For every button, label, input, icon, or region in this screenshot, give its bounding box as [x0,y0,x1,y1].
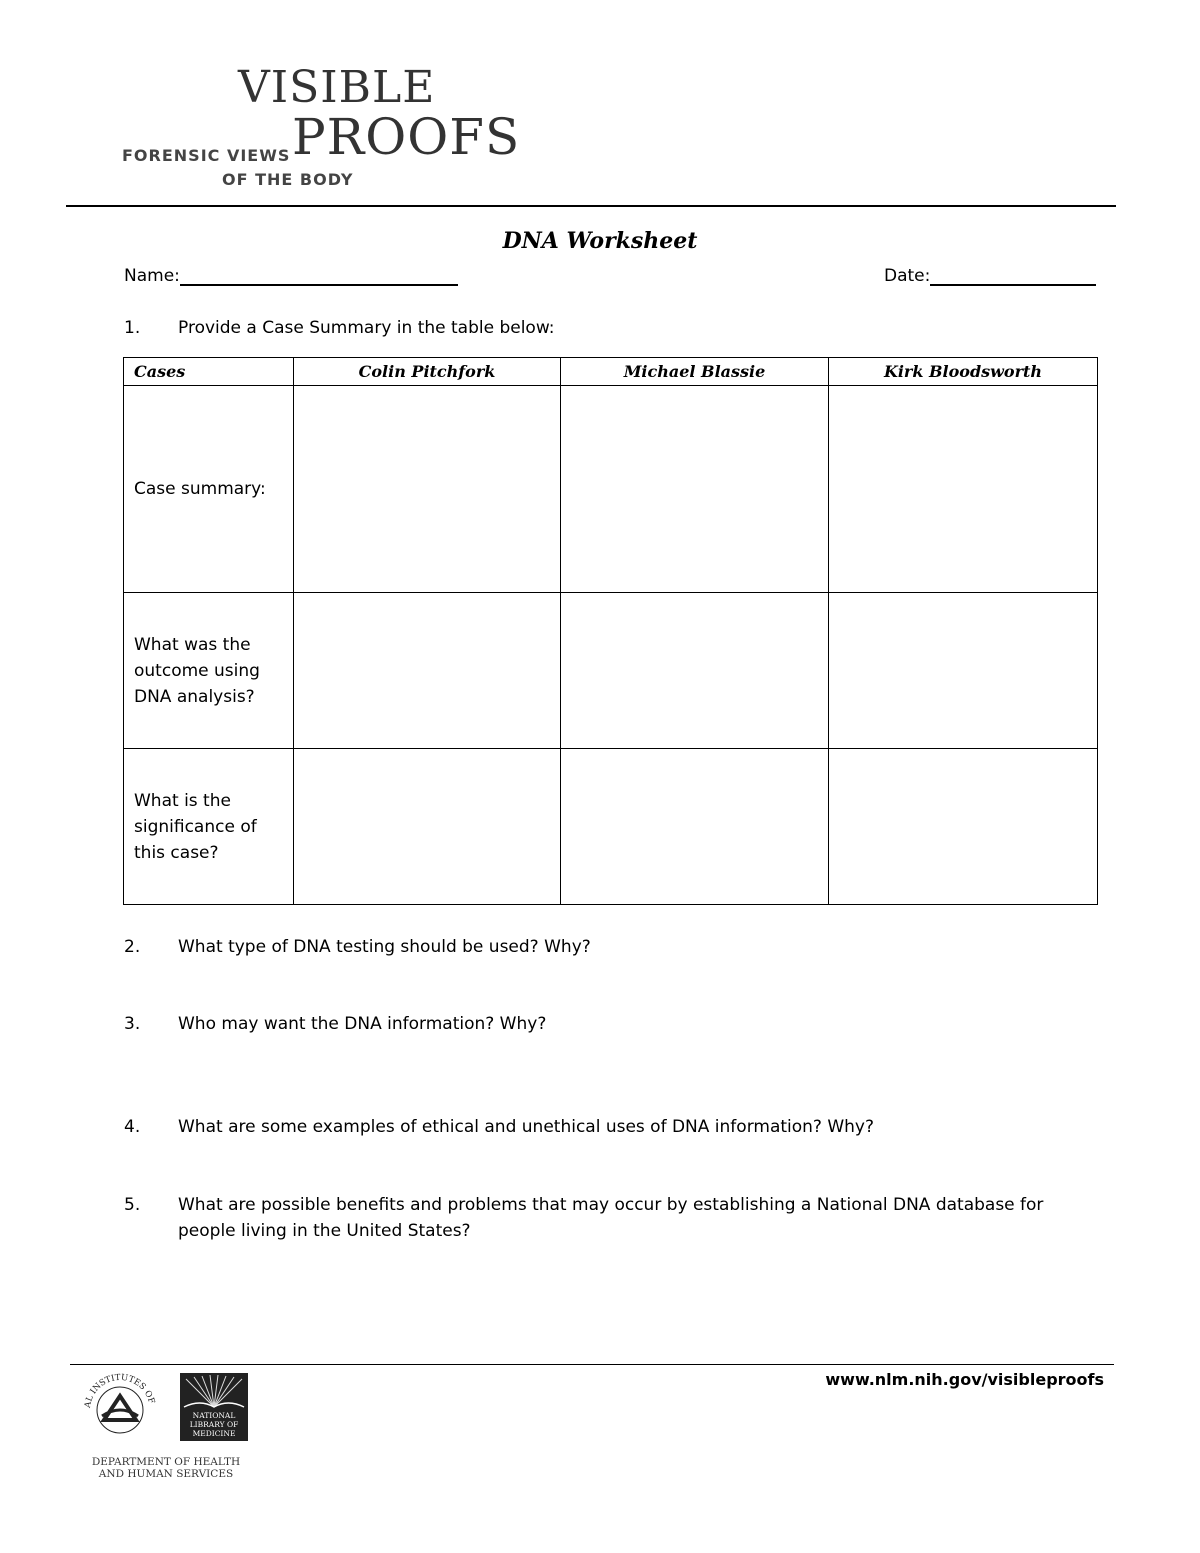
question-2 [124,934,1098,960]
logo-forensic-views: FORENSIC VIEWS [122,146,291,165]
nlm-logo-icon [180,1373,248,1441]
header-colin-pitchfork: Colin Pitchfork [294,358,561,386]
name-field[interactable] [124,266,458,286]
question-number: 4. [124,1117,141,1137]
question-4 [124,1114,1098,1140]
answer-cell[interactable] [829,386,1098,593]
answer-cell[interactable] [294,593,561,749]
case-summary-table [123,357,1098,905]
svg-text:NATIONAL INSTITUTES OF HEALTH [80,1370,157,1410]
answer-cell[interactable] [829,749,1098,905]
footer-url: www.nlm.nih.gov/visibleproofs [825,1370,1104,1389]
hhs-line-1: DEPARTMENT OF HEALTH [91,1456,241,1468]
answer-cell[interactable] [294,386,561,593]
answer-cell[interactable] [561,386,829,593]
question-number: 3. [124,1014,141,1034]
date-label: Date: [884,266,931,286]
table-row [124,749,1098,905]
logo-of-the-body: OF THE BODY [222,170,354,189]
name-label: Name: [124,266,180,286]
answer-cell[interactable] [561,593,829,749]
nih-seal-icon [80,1370,160,1446]
hhs-line-2: AND HUMAN SERVICES [98,1468,234,1480]
name-line[interactable] [180,266,458,286]
row-label-outcome: What was the outcome using DNA analysis? [124,593,294,749]
question-3 [124,1011,1098,1037]
logo-visible: VISIBLE [238,62,436,113]
question-number: 2. [124,937,141,957]
answer-cell[interactable] [829,593,1098,749]
question-text: Who may want the DNA information? Why? [178,1014,547,1034]
table-row [124,386,1098,593]
row-label-significance: What is the significance of this case? [124,749,294,905]
answer-cell[interactable] [561,749,829,905]
logo-proofs: PROOFS [292,108,521,166]
date-field[interactable] [884,266,1096,286]
question-text: What type of DNA testing should be used? Why? [178,937,591,957]
header-kirk-bloodsworth: Kirk Bloodsworth [829,358,1098,386]
nih-seal-text: AL INSTITUTES OF [83,1372,157,1409]
question-5 [124,1192,1098,1244]
table-row [124,593,1098,749]
date-line[interactable] [930,266,1096,286]
question-number: 1. [124,318,141,338]
question-1 [124,315,1098,341]
table-header-row [124,358,1098,386]
row-label-case-summary: Case summary: [124,386,294,593]
hhs-label [84,1456,248,1480]
nlm-logo-text: NATIONAL LIBRARY OF MEDICINE [189,1411,239,1438]
question-text: Provide a Case Summary in the table below: [178,318,555,338]
question-number: 5. [124,1195,141,1215]
visible-proofs-logo [122,62,542,196]
question-text: What are some examples of ethical and unethical uses of DNA information? Why? [178,1117,875,1137]
page-title: DNA Worksheet [502,228,698,254]
question-text: What are possible benefits and problems that may occur by establishing a National DNA database for people living in the United States? [178,1195,1044,1241]
header-cases: Cases [124,358,294,386]
header-michael-blassie: Michael Blassie [561,358,829,386]
answer-cell[interactable] [294,749,561,905]
header-divider [66,205,1116,207]
footer-divider [70,1364,1114,1365]
